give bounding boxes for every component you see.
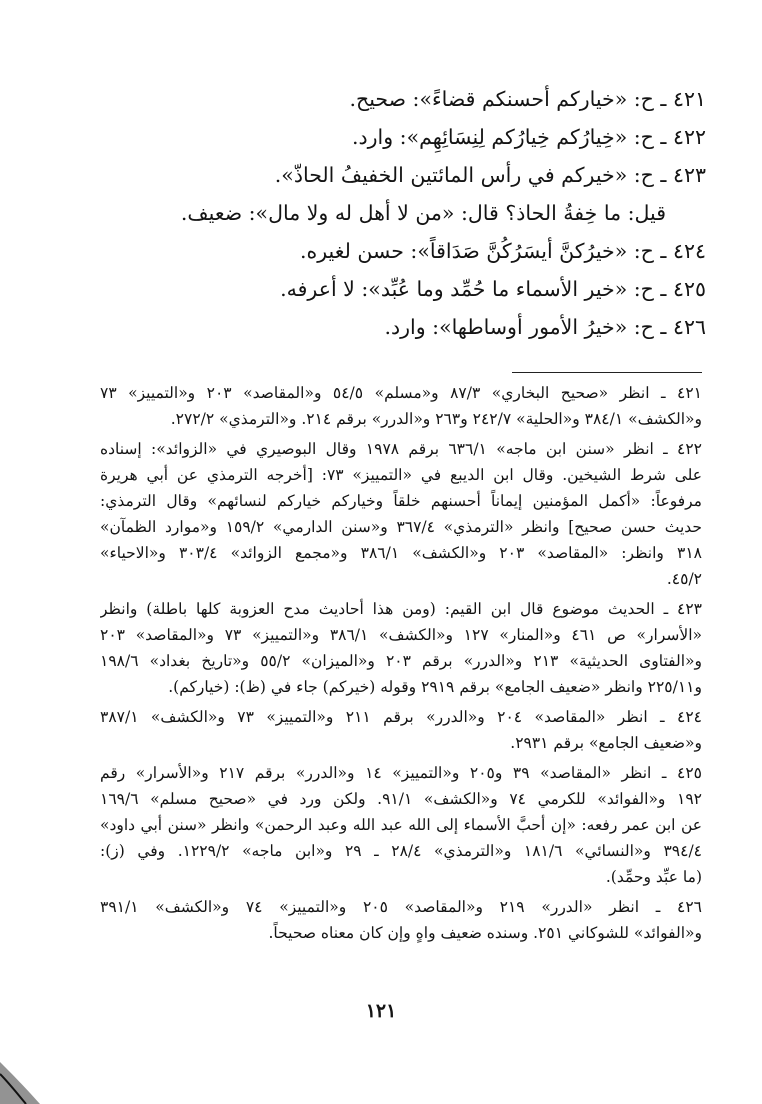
footnote-line: و«ضعيف الجامع» برقم ٢٩٣١. xyxy=(510,734,702,752)
scan-edge-mark xyxy=(0,1054,60,1104)
footnote-line: ٤٢٥ ـ انظر «المقاصد» ٣٩ و٢٠٥ و«التمييز» ١٤ و«الدرر» برقم ٢١٧ و«الأسرار» رقم xyxy=(100,764,702,782)
footnote-line: ٤٥/٢. xyxy=(666,570,702,588)
footnote-line: «الأسرار» ص ٤٦١ و«المنار» ١٢٧ و«الكشف» ٣٨٦/١ و«التمييز» ٧٣ و«المقاصد» ٢٠٣ xyxy=(100,626,702,644)
footnote-line: ٤٢٢ ـ انظر «سنن ابن ماجه» ٦٣٦/١ برقم ١٩٧٨ وقال البوصيري في «الزوائد»: إسناده xyxy=(100,440,702,458)
footnote-line: ٤٢٦ ـ انظر «الدرر» ٢١٩ و«المقاصد» ٢٠٥ و«التمييز» ٧٤ و«الكشف» ٣٩١/١ xyxy=(100,898,702,916)
footnote-line: عن ابن عمر رفعه: «إن أحبَّ الأسماء إلى الله عبد الله وعبد الرحمن» وانظر «سنن أبي داود» xyxy=(100,816,702,834)
entry-426: ٤٢٦ ـ ح: «خيرُ الأمور أوساطها»: وارد. xyxy=(384,315,706,339)
footnote-421 xyxy=(100,380,702,432)
footnote-424 xyxy=(100,704,702,756)
entry-422: ٤٢٢ ـ ح: «خِيارُكم خِيارُكم لِنِسَائِهِم»: وارد. xyxy=(352,125,706,149)
footnote-line: ١٩٢ و«الفوائد» للكرمي ٧٤ و«الكشف» ٩١/١. ولكن ورد في «صحيح مسلم» ١٦٩/٦ xyxy=(100,790,702,808)
entry-424: ٤٢٤ ـ ح: «خيرُكنَّ أيسَرُكُنَّ صَدَاقاً»: حسن لغيره. xyxy=(299,239,706,263)
footnote-line: ٤٢٣ ـ الحديث موضوع قال ابن القيم: (ومن هذا أحاديث مدح العزوبة كلها باطلة) وانظر xyxy=(100,600,702,618)
footnote-422 xyxy=(100,436,702,592)
footnote-line: ٣١٨ وانظر: «المقاصد» ٢٠٣ و«الكشف» ٣٨٦/١ و«مجمع الزوائد» ٣٠٣/٤ و«الاحياء» xyxy=(100,544,702,562)
entry-425: ٤٢٥ ـ ح: «خير الأسماء ما حُمِّد وما عُبِّد»: لا أعرفه. xyxy=(280,277,706,301)
footnote-line: ٣٩٤/٤ و«النسائي» ١٨١/٦ و«الترمذي» ٢٨/٤ ـ ٢٩ و«ابن ماجه» ١٢٢٩/٢. وفي (ز): xyxy=(100,842,702,860)
footnote-423 xyxy=(100,596,702,700)
entry-423-note: قيل: ما خِفةُ الحاذ؟ قال: «من لا أهل له ولا مال»: ضعيف. xyxy=(180,201,666,225)
footnote-425 xyxy=(100,760,702,890)
footnote-line: مرفوعاً: «أكمل المؤمنين إيماناً أحسنهم خلقاً وخياركم خياركم لنسائهم» وقال الترمذي: xyxy=(100,492,702,510)
footnote-line: ٤٢٤ ـ انظر «المقاصد» ٢٠٤ و«الدرر» برقم ٢١١ و«التمييز» ٧٣ و«الكشف» ٣٨٧/١ xyxy=(100,708,702,726)
footnote-line: حديث حسن صحيح] وانظر «الترمذي» ٣٦٧/٤ و«سنن الدارمي» ١٥٩/٢ و«موارد الظمآن» xyxy=(100,518,702,536)
footnote-divider xyxy=(512,372,702,373)
footnote-line: و«الفوائد» للشوكاني ٢٥١. وسنده ضعيف واهٍ وإن كان معناه صحيحاً. xyxy=(268,924,702,942)
footnote-426 xyxy=(100,894,702,946)
entry-423: ٤٢٣ ـ ح: «خيركم في رأس المائتين الخفيفُ الحاذّ». xyxy=(274,163,706,187)
footnote-line: (ما عبِّد وحمِّد). xyxy=(605,868,702,886)
page-number: ١٢١ xyxy=(365,1000,397,1022)
footnote-line: ٤٢١ ـ انظر «صحيح البخاري» ٨٧/٣ و«مسلم» ٥٤/٥ و«المقاصد» ٢٠٣ و«التمييز» ٧٣ xyxy=(100,384,702,402)
footnotes xyxy=(100,380,702,950)
hadith-entries xyxy=(66,80,706,346)
footnote-line: و«الفتاوى الحديثية» ٢١٣ و«الدرر» برقم ٢٠٣ و«الميزان» ٥٥/٢ و«تاريخ بغداد» ١٩٨/٦ xyxy=(100,652,702,670)
footnote-line: و٢٢٥/١١ وانظر «ضعيف الجامع» برقم ٢٩١٩ وقوله (خيركم) جاء في (ظ): (خياركم). xyxy=(168,678,702,696)
entry-421: ٤٢١ ـ ح: «خياركم أحسنكم قضاءً»: صحيح. xyxy=(349,87,706,111)
footnote-line: و«الكشف» ٣٨٤/١ و«الحلية» ٢٤٢/٧ و٢٦٣ و«الدرر» برقم ٢١٤. و«الترمذي» ٢٧٢/٢. xyxy=(170,410,702,428)
footnote-line: على شرط الشيخين. وقال ابن الديبع في «التمييز» ٧٣: [أخرجه الترمذي عن أبي هريرة xyxy=(100,466,702,484)
